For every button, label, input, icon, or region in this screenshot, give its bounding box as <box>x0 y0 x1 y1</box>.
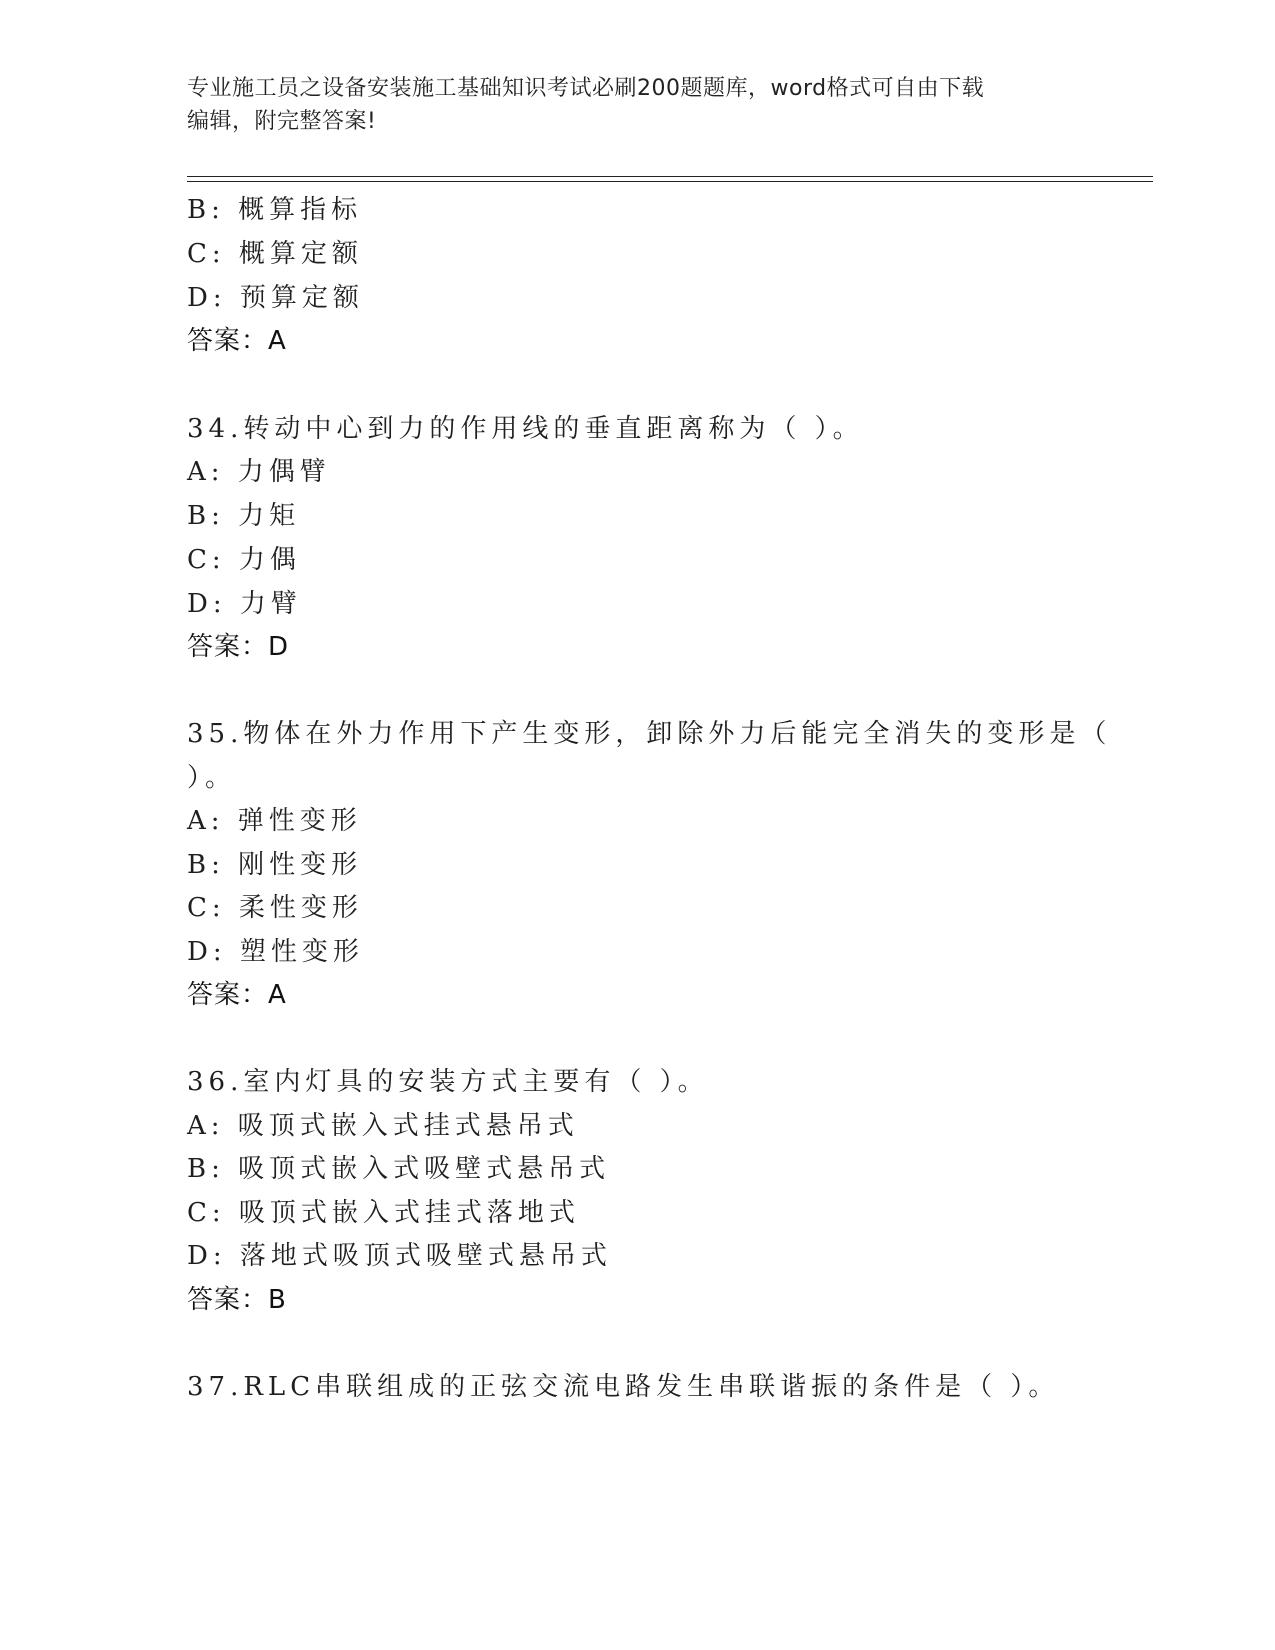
q35-option-a: A: 弹性变形 <box>187 806 362 836</box>
q34-answer: 答案：D <box>187 632 290 662</box>
header-title-line-1: 专业施工员之设备安装施工基础知识考试必刷200题题库，word格式可自由下载 <box>187 76 985 101</box>
q34-option-d: D: 力臂 <box>187 589 302 619</box>
header-title-line-2: 编辑，附完整答案! <box>187 109 377 134</box>
q34-option-c: C: 力偶 <box>187 545 301 575</box>
q33-option-b: B: 概算指标 <box>187 195 363 225</box>
q33-option-d: D: 预算定额 <box>187 283 364 313</box>
q36-question: 36.室内灯具的安装方式主要有（ ）。 <box>187 1067 709 1097</box>
q35-option-d: D: 塑性变形 <box>187 937 364 967</box>
q36-option-d: D: 落地式吸顶式吸壁式悬吊式 <box>187 1241 612 1271</box>
q36-option-a: A: 吸顶式嵌入式挂式悬吊式 <box>187 1111 579 1141</box>
q34-option-a: A: 力偶臂 <box>187 457 331 487</box>
q35-option-b: B: 刚性变形 <box>187 850 363 880</box>
q36-option-c: C: 吸顶式嵌入式挂式落地式 <box>187 1198 580 1228</box>
q36-option-b: B: 吸顶式嵌入式吸壁式悬吊式 <box>187 1154 611 1184</box>
q34-question: 34.转动中心到力的作用线的垂直距离称为（ ）。 <box>187 414 864 444</box>
header-rule-bottom <box>187 181 1153 182</box>
q34-option-b: B: 力矩 <box>187 501 301 531</box>
q35-answer: 答案：A <box>187 980 287 1010</box>
header-rule-top <box>187 176 1153 177</box>
q36-answer: 答案：B <box>187 1285 287 1315</box>
q35-option-c: C: 柔性变形 <box>187 893 363 923</box>
document-header <box>187 72 1067 138</box>
q33-option-c: C: 概算定额 <box>187 239 363 269</box>
q35-question-line-1: 35.物体在外力作用下产生变形，卸除外力后能完全消失的变形是（ <box>187 719 1112 749</box>
q35-question-line-2: ）。 <box>187 763 237 793</box>
q33-answer: 答案：A <box>187 326 287 356</box>
q37-question: 37.RLC串联组成的正弦交流电路发生串联谐振的条件是（ ）。 <box>187 1372 1060 1402</box>
